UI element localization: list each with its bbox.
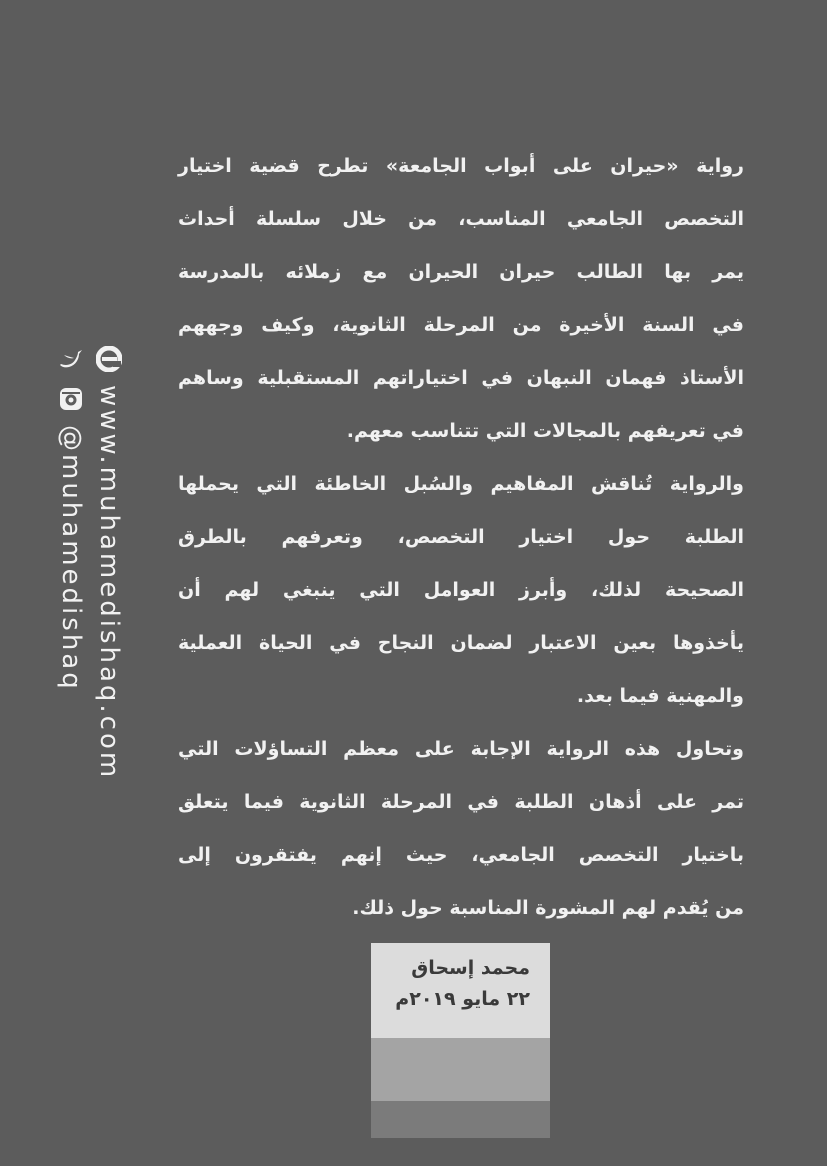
website-row[interactable]: [90, 345, 128, 785]
back-cover-blurb: [178, 140, 744, 935]
blurb-line: والرواية تُناقش المفاهيم والسُبل الخاطئة التي يحملها: [178, 473, 744, 495]
website-link[interactable]: www.muhamedishaq.com: [94, 385, 124, 781]
twitter-bird-icon: [57, 345, 85, 373]
blurb-line: رواية «حيران على أبواب الجامعة» تطرح قضية اختيار: [178, 155, 744, 177]
barcode-placeholder-band: [371, 1038, 550, 1101]
author-signature-box: [371, 943, 550, 1038]
blurb-line: الطلبة حول اختيار التخصص، وتعرفهم بالطرق: [178, 526, 744, 548]
footer-band: [371, 1101, 550, 1138]
author-name: محمد إسحاق: [411, 957, 530, 979]
blurb-line: وتحاول هذه الرواية الإجابة على معظم التساؤلات التي: [178, 738, 744, 760]
blurb-line: في السنة الأخيرة من المرحلة الثانوية، وكيف وجههم: [178, 314, 744, 336]
instagram-icon: [57, 385, 85, 413]
handle-link[interactable]: @muhamedishaq: [56, 425, 86, 692]
blurb-line: باختيار التخصص الجامعي، حيث إنهم يفتقرون إلى: [178, 844, 744, 866]
blurb-line: الصحيحة لذلك، وأبرز العوامل التي ينبغي لهم أن: [178, 579, 744, 601]
blurb-line: تمر على أذهان الطلبة في المرحلة الثانوية فيما يتعلق: [178, 791, 744, 813]
web-e-icon: [95, 345, 123, 373]
social-links-sidebar: [52, 345, 128, 785]
blurb-line: في تعريفهم بالمجالات التي تتناسب معهم.: [346, 420, 744, 442]
blurb-line: يمر بها الطالب حيران الحيران مع زملائه بالمدرسة: [178, 261, 744, 283]
blurb-line: التخصص الجامعي المناسب، من خلال سلسلة أحداث: [178, 208, 744, 230]
blurb-line: والمهنية فيما بعد.: [576, 685, 744, 707]
blurb-line: الأستاذ فهمان النبهان في اختياراتهم المستقبلية وساهم: [178, 367, 744, 389]
handle-row[interactable]: [52, 345, 90, 785]
blurb-line: يأخذوها بعين الاعتبار لضمان النجاح في الحياة العملية: [178, 632, 744, 654]
blurb-line: من يُقدم لهم المشورة المناسبة حول ذلك.: [352, 897, 744, 919]
publish-date: ٢٢ مايو ٢٠١٩م: [395, 988, 530, 1010]
